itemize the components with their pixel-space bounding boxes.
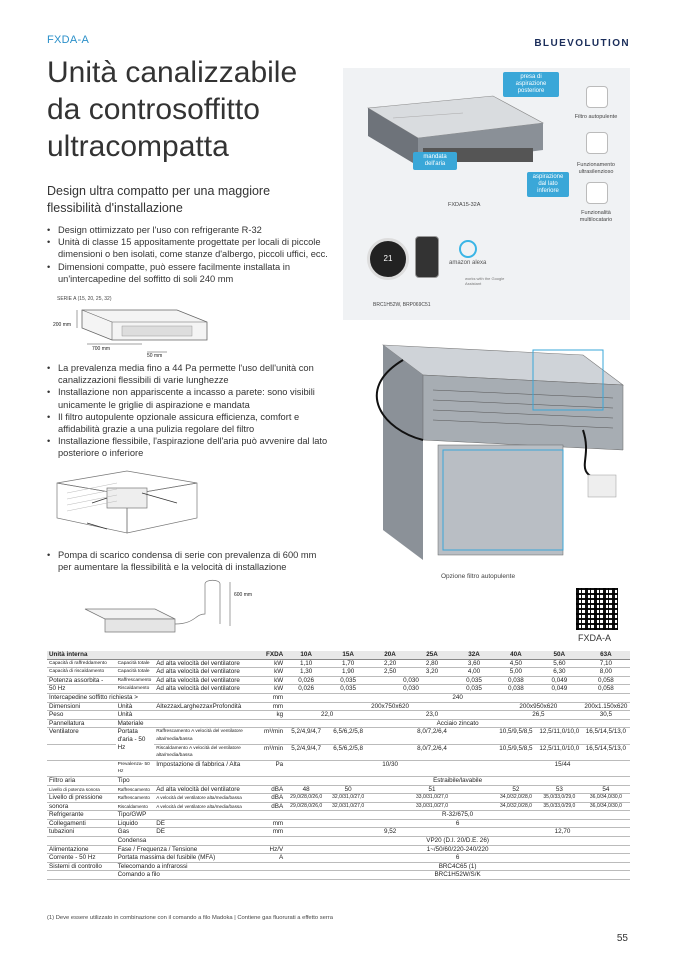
table-row: Riscaldamento A velocità del ventilatore alta/media/bassa m³/min 5,2/4,9/4,7 6,5/6,2/5,8 8,0/7,2/6,4 10,5/9,5/8,5 12,5/11,0/10,0 16,5/14,5/13,0 <box>47 744 630 760</box>
brand-logo: BLUEVOLUTION <box>534 38 630 49</box>
table-header: 20A <box>369 651 411 659</box>
spec-table <box>47 651 630 880</box>
feature-label: Funzionamento ultrasilenzioso <box>577 162 615 175</box>
table-row: Condensa VP20 (D.I. 20/D.E. 26) <box>47 837 630 846</box>
feature-list-2 <box>47 362 332 460</box>
list-item: • Installazione flessibile, l'aspirazione dell'aria può avvenire dal lato posteriore o inferiore <box>47 435 332 459</box>
table-header: 32A <box>453 651 495 659</box>
pump-height-label: 600 mm <box>234 592 253 598</box>
controller-models: BRC1H52W, BRP069C51 <box>373 302 431 308</box>
self-cleaning-filter-unit-icon <box>343 330 630 570</box>
callout-rear-intake: presa di aspirazione posteriore <box>503 72 559 97</box>
page-number: 55 <box>616 933 628 944</box>
callout-bottom-intake: aspirazione dal lato inferiore <box>527 172 569 197</box>
table-row: sonora Riscaldamento A velocità del ventilatore alta/media/bassa dBA 29,0/28,0/26,0 32,0/31,0/27,0 33,0/31,0/27,0 34,0/32,0/28,0 35,0/33,0/29,0 36,0/34,0/30,0 <box>47 802 630 811</box>
table-header: 10A <box>285 651 327 659</box>
table-row: Sistemi di controllo Telecomando a infrarossi BRC4C65 (1) <box>47 862 630 871</box>
qr-label: FXDA-A <box>578 633 612 643</box>
table-header: 50A <box>537 651 582 659</box>
table-row: Alimentazione Fase / Frequenza / Tensione Hz/V 1~/50/60/220-240/220 <box>47 845 630 854</box>
table-row: Comando a filo BRC1H52W/S/K <box>47 871 630 880</box>
madoka-controller: 21 <box>367 238 409 280</box>
table-row: Filtro aria Tipo Estraibile/lavabile <box>47 776 630 785</box>
table-row: Capacità di raffreddamento Capacità totale Ad alta velocità del ventilatore kW 1,10 1,70 2,20 2,80 3,60 4,50 5,60 7,10 <box>47 659 630 668</box>
series-code: FXDA-A <box>47 34 90 46</box>
list-item: • Pompa di scarico condensa di serie con prevalenza di 600 mm per aumentare la flessibilità e la velocità di installazione <box>47 549 332 573</box>
self-cleaning-filter-icon <box>586 86 608 108</box>
table-row: Capacità di riscaldamento Capacità totale Ad alta velocità del ventilatore kW 1,30 1,90 2,50 3,20 4,00 5,00 6,30 8,00 <box>47 668 630 677</box>
feature-label: Filtro autopulente <box>574 114 618 120</box>
table-header: 15A <box>327 651 369 659</box>
model-label: FXDA15-32A <box>448 202 481 208</box>
page-title: Unità canalizzabile da controsoffitto ultracompatta <box>47 56 298 163</box>
pump-icon <box>80 574 300 644</box>
list-item: • Dimensioni compatte, può essere facilmente installata in un'intercapedine del soffitto di soli 240 mm <box>47 261 332 285</box>
table-row: Livello di potenza sonora Raffrescamento Ad alta velocità del ventilatore dBA 48 50 51 52 53 54 <box>47 785 630 794</box>
table-row: Collegamenti Liquido DE mm 6 <box>47 819 630 828</box>
unit-outline-icon <box>47 296 237 358</box>
dim-height: 200 mm <box>53 322 72 328</box>
dim-width: 700 mm <box>92 346 111 352</box>
table-row: Ventilatore Portata d'aria - 50 Hz Raffrescamento A velocità del ventilatore alta/media/bassa m³/min 5,2/4,9/4,7 6,5/6,2/5,8 8,0/7,2/6,4 10,5/9,5/8,5 12,5/11,0/10,0 16,5/14,5/13,0 <box>47 728 630 744</box>
alexa-icon <box>459 240 477 258</box>
table-row: Intercapedine soffitto richiesta > mm 240 <box>47 693 630 702</box>
table-row: Pannellatura Materiale Acciaio zincato <box>47 719 630 728</box>
filter-caption: Opzione filtro autopulente <box>441 573 516 580</box>
google-assistant-label: works with the Google Assistant <box>465 276 505 286</box>
alexa-label: amazon alexa <box>449 260 487 266</box>
qr-code[interactable] <box>576 588 618 630</box>
table-header: FXDA <box>255 651 286 659</box>
table-row: Livello di pressione Raffrescamento A velocità del ventilatore alta/media/bassa dBA 29,0/28,0/26,0 32,0/31,0/27,0 33,0/31,0/27,0 34,0/32,0/28,0 35,0/33,0/29,0 36,0/34,0/30,0 <box>47 794 630 803</box>
list-item: • La prevalenza media fino a 44 Pa permette l'uso dell'unità con canalizzazioni flessibili di varie lunghezze <box>47 362 332 386</box>
table-header: Unità interna <box>47 651 116 659</box>
series-label: SERIE A (15, 20, 25, 32) <box>57 296 112 302</box>
table-header: 63A <box>582 651 630 659</box>
dimension-drawing <box>47 296 237 358</box>
installation-sketch <box>47 463 247 545</box>
table-header-row <box>47 651 630 659</box>
table-row: Corrente - 50 Hz Portata massima del fusibile (MFA) A 6 <box>47 854 630 863</box>
table-row: Potenza assorbita - Raffrescamento Ad alta velocità del ventilatore kW 0,026 0,035 0,030 0,035 0,038 0,049 0,058 <box>47 676 630 685</box>
page-subtitle: Design ultra compatto per una maggiore flessibilità d'installazione <box>47 184 271 215</box>
multi-tenant-icon <box>586 182 608 204</box>
feature-label: Funzionalità multilocatario <box>579 210 613 223</box>
table-header: 25A <box>411 651 453 659</box>
product-image <box>343 68 630 320</box>
dim-depth: 50 mm <box>147 353 163 359</box>
table-row: Peso Unità kg 22,0 23,0 26,5 30,5 <box>47 711 630 720</box>
table-row: Refrigerante Tipo/GWP R-32/675,0 <box>47 811 630 820</box>
table-header: 40A <box>495 651 537 659</box>
filter-option-image <box>343 330 630 580</box>
table-row: Dimensioni Unità AltezzaxLarghezzaxProfondità mm 200x750x620 200x950x620 200x1.150x620 <box>47 702 630 711</box>
list-item: • Design ottimizzato per l'uso con refrigerante R-32 <box>47 224 332 236</box>
table-row: tubazioni Gas DE mm 9,52 12,70 <box>47 828 630 837</box>
list-item: • Il filtro autopulente opzionale assicura efficienza, comfort e affidabilità grazie a una pulizia regolare del filtro <box>47 411 332 435</box>
callout-supply: mandata dell'aria <box>413 152 457 170</box>
footnote: (1) Deve essere utilizzato in combinazione con il comando a filo Madoka | Contiene gas fluorurati a effetto serra <box>47 915 333 921</box>
feature-list-1 <box>47 224 332 285</box>
table-row: Prevalenza- 50 Hz Impostazione di fabbrica / Alta Pa 10/30 15/44 <box>47 760 630 776</box>
pump-drawing <box>80 574 300 644</box>
silent-operation-icon <box>586 132 608 154</box>
feature-list-3 <box>47 549 332 573</box>
smartphone-icon <box>415 236 439 278</box>
list-item: • Unità di classe 15 appositamente progettate per locali di piccole dimensioni o ben isolati, come stanze d'albergo, piccoli uffici, ecc. <box>47 236 332 260</box>
list-item: • Installazione non appariscente a incasso a parete: sono visibili unicamente le griglie di aspirazione e mandata <box>47 386 332 410</box>
table-row: 50 Hz Riscaldamento Ad alta velocità del ventilatore kW 0,026 0,035 0,030 0,035 0,038 0,049 0,058 <box>47 685 630 694</box>
